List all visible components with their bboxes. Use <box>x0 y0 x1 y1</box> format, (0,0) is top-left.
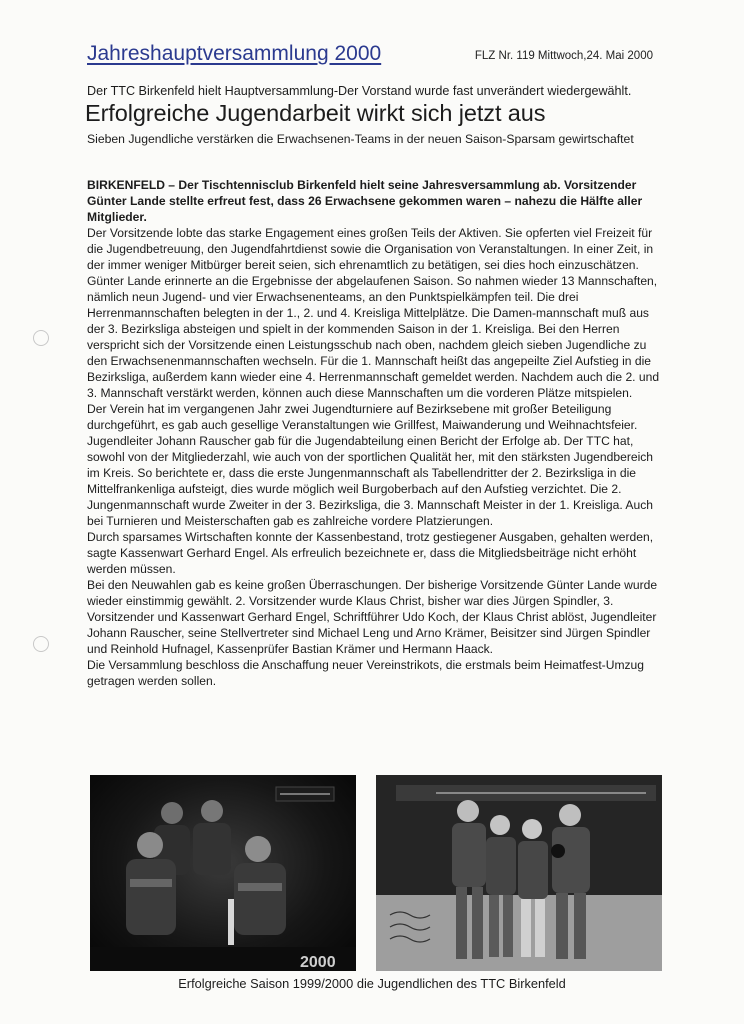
header <box>87 42 657 70</box>
punch-hole-top <box>33 330 49 346</box>
article-paragraph: Der Vorsitzende lobte das starke Engagement eines großen Teils der Aktiven. Sie opferten viel Freizeit für die Jugendbetreuung, den Jugendfahrtdienst sowie die Organisation von Veranstaltungen. In einer Zeit, in der immer weniger Mitbürger bereit seien, sich ehrenamtlich zu betätigen, sei dies hoch einzuschätzen. <box>87 226 654 272</box>
article-paragraph: Der Verein hat im vergangenen Jahr zwei Jugendturniere auf Bezirksebene mit großer Beteiligung durchgeführt, es gab auch gesellige Veranstaltungen wie Grillfest, Maiwanderung und Weihnachtsfeier. <box>87 402 638 432</box>
team-photo-left-art <box>90 775 356 971</box>
section-kicker: Jahreshauptversammlung 2000 <box>87 42 382 65</box>
team-photo-left <box>90 775 356 971</box>
team-photo-right-art <box>376 775 662 971</box>
punch-hole-bottom <box>33 636 49 652</box>
team-photo-right <box>376 775 662 971</box>
source-line: FLZ Nr. 119 Mittwoch,24. Mai 2000 <box>474 50 653 62</box>
article-paragraph: Die Versammlung beschloss die Anschaffung neuer Vereinstrikots, die erstmals beim Heimatfest-Umzug getragen werden sollen. <box>87 658 645 688</box>
article-paragraph: Jugendleiter Johann Rauscher gab für die Jugendabteilung einen Bericht der Erfolge ab. Der TTC hat, sowohl von der Mitgliederzahl, wie auch von der sportlichen Qualität her, mit den stärksten Jugendbereich im Kreis. So berichtete er, dass die erste Jungenmannschaft als Tabellendritter der 2. Bezirksliga in die Mittelfrankenliga aufsteigt, dies wurde möglich weil Burgoberbach auf den Aufstieg verzichtet. Die 2. Jungenmannschaft wurde Zweiter in der 3. Bezirksliga, die 3. Mannschaft Meister in der 1. Kreisliga. Auch bei Turnieren und Meisterschaften gab es zahlreiche vordere Platzierungen. <box>87 434 654 528</box>
headline: Erfolgreiche Jugendarbeit wirkt sich jetzt aus <box>85 100 546 126</box>
article-lead: BIRKENFELD – Der Tischtennisclub Birkenfeld hielt seine Jahresversammlung ab. Vorsitzender Günter Lande stellte erfreut fest, dass 26 Erwachsene gekommen waren – nahezu die Hälfte aller Mitglieder. <box>87 178 643 224</box>
article-paragraph: Bei den Neuwahlen gab es keine großen Überraschungen. Der bisherige Vorsitzende Günter Lande wurde wieder einstimmig gewählt. 2. Vorsitzender wurde Klaus Christ, bisher war dies Jürgen Spindler, 3. Vorsitzender und Kassenwart Gerhard Engel, Schriftführer Udo Koch, der Klaus Christ ablöst, Jugendleiter Johann Rauscher, seine Stellvertreter sind Michael Leng und Arno Krämer, Beisitzer sind Jürgen Spindler und Reinhold Hufnagel, Kassenprüfer Bastian Krämer und Hermann Haack. <box>87 578 658 656</box>
banner-year: 2000 <box>300 954 336 971</box>
photo-caption: Erfolgreiche Saison 1999/2000 die Jugendlichen des TTC Birkenfeld <box>178 976 566 991</box>
article-body <box>87 177 667 689</box>
article-paragraph: Günter Lande erinnerte an die Ergebnisse der abgelaufenen Saison. So nahmen wieder 13 Mannschaften, nämlich neun Jugend- und vier Erwachsenenteams, an den Punktspielkämpfen teil. Die drei Herrenmannschaften belegten in der 1., 2. und 4. Kreisliga Mittelplätze. Die Damen-mannschaft muß aus der 3. Bezirksliga absteigen und spielt in der kommenden Saison in der 1. Kreisliga. Bei den Herren verspricht sich der Vorsitzende einen Leistungsschub nach oben, nachdem gleich sieben Jugendliche zu den Erwachsenenmannschaften wechseln. Für die 1. Mannschaft heißt das angepeilte Ziel Aufstieg in die Bezirksliga, außerdem kann wieder eine 4. Herrenmannschaft gemeldet werden. Nachdem auch die 2. und 3. Mannschaft verstärkt werden, können auch diese Mannschaften um die vorderen Plätze mitspielen. <box>87 274 660 400</box>
subheadline: Sieben Jugendliche verstärken die Erwachsenen-Teams in der neuen Saison-Sparsam gewirtschaftet <box>87 132 634 146</box>
topline: Der TTC Birkenfeld hielt Hauptversammlung-Der Vorstand wurde fast unverändert wiedergewählt. <box>87 84 632 98</box>
article-paragraph: Durch sparsames Wirtschaften konnte der Kassenbestand, trotz gestiegener Ausgaben, gehalten werden, sagte Kassenwart Gerhard Engel. Als erfreulich bezeichnete er, dass die Mitgliedsbeiträge nicht erhöht werden müssen. <box>87 530 654 576</box>
